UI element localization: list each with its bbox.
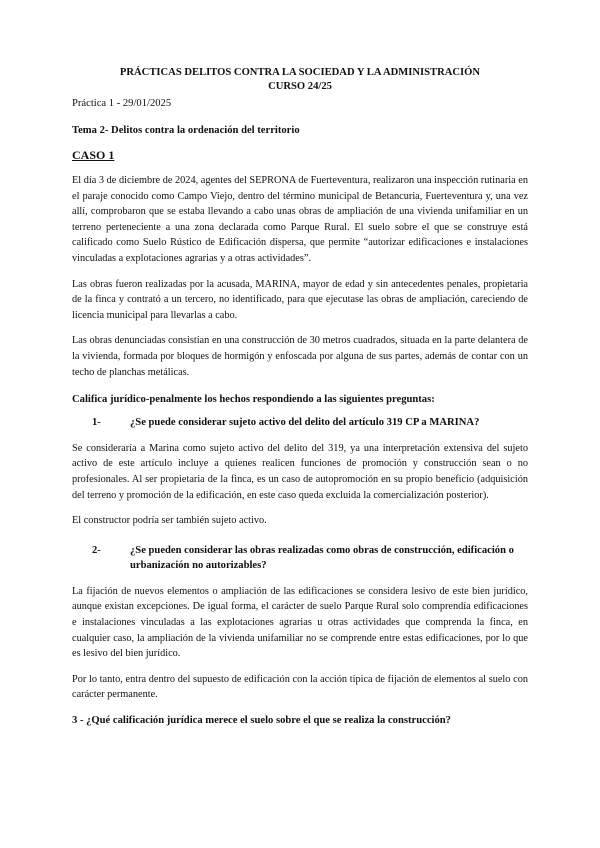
- case-paragraph: El día 3 de diciembre de 2024, agentes del SEPRONA de Fuerteventura, realizaron una inspección rutinaria en el paraje conocido como Campo Viejo, dentro del término municipal de Betancuria, Fuerteventura y, una vez allí, comprobaron que se estaba llevando a cabo unas obras de ampliación de una vivienda unifamiliar en un terreno perteneciente a una zona declarada como Parque Rural. El suelo sobre el que se construye está calificado como Suelo Rústico de Edificación dispersa, que permite “autorizar edificaciones e instalaciones vinculadas a explotaciones agrarias y a otras actividades”.: [72, 175, 528, 264]
- title-line-1: PRÁCTICAS DELITOS CONTRA LA SOCIEDAD Y LA ADMINISTRACIÓN: [119, 67, 481, 78]
- question-2: [72, 543, 528, 574]
- case-paragraph: Las obras fueron realizadas por la acusada, MARINA, mayor de edad y sin antecedentes penales, propietaria de la finca y contrató a un tercero, no identificado, para que ejecutase las obras de ampliación, careciendo de licencia municipal para llevarlas a cabo.: [72, 278, 528, 321]
- document-title: [72, 66, 528, 94]
- answer-paragraph: La fijación de nuevos elementos o ampliación de las edificaciones se considera lesivo de este bien jurídico, aunque existan excepciones. De igual forma, el carácter de suelo Parque Rural solo comprendía edificaciones e instalaciones vinculadas a las explotaciones agrarias u otras actividades que comprenda la finca, en cualquier caso, la ampliación de la vivienda unifamiliar no se comprende entre estas edificaciones, por lo que es lesivo del bien jurídico.: [72, 585, 528, 660]
- question-text: ¿Se pueden considerar las obras realizadas como obras de construcción, edificación o urbanización no autorizables?: [130, 544, 514, 572]
- title-line-2: CURSO 24/25: [268, 81, 332, 92]
- question-number: 2-: [92, 544, 101, 556]
- case-heading: CASO 1: [72, 148, 115, 162]
- answer-paragraph: Se consideraría a Marina como sujeto activo del delito del 319, ya una interpretación extensiva del sujeto activo de este artículo incluye a quienes realicen funciones de promoción y construcción sean o no profesionales. Al ser propietaria de la finca, es un caso de autopromoción en su propio beneficio (adquisición del terreno y promoción de la edificación, en este caso queda excluida la comercialización posterior).: [72, 442, 528, 501]
- answer-paragraph: Por lo tanto, entra dentro del supuesto de edificación con la acción típica de fijación de elementos al suelo con carácter permanente.: [72, 673, 528, 701]
- question-number: 1-: [92, 417, 101, 429]
- question-text: ¿Se puede considerar sujeto activo del delito del artículo 319 CP a MARINA?: [130, 417, 480, 429]
- answer-paragraph: El constructor podría ser también sujeto activo.: [72, 515, 267, 527]
- question-1: [72, 415, 528, 431]
- topic-heading: Tema 2- Delitos contra la ordenación del territorio: [72, 125, 300, 136]
- instruction-heading: Califica jurídico-penalmente los hechos respondiendo a las siguientes preguntas:: [72, 394, 435, 406]
- case-paragraph: Las obras denunciadas consistían en una construcción de 30 metros cuadrados, situada en la parte delantera de la vivienda, formada por bloques de hormigón y enfoscada por alguna de sus partes, además de contar con un techo de planchas metálicas.: [72, 335, 528, 378]
- document-page: [72, 66, 528, 726]
- question-3: 3 - ¿Qué calificación jurídica merece el suelo sobre el que se realiza la construcción?: [72, 715, 451, 727]
- practice-date: Práctica 1 - 29/01/2025: [72, 98, 172, 109]
